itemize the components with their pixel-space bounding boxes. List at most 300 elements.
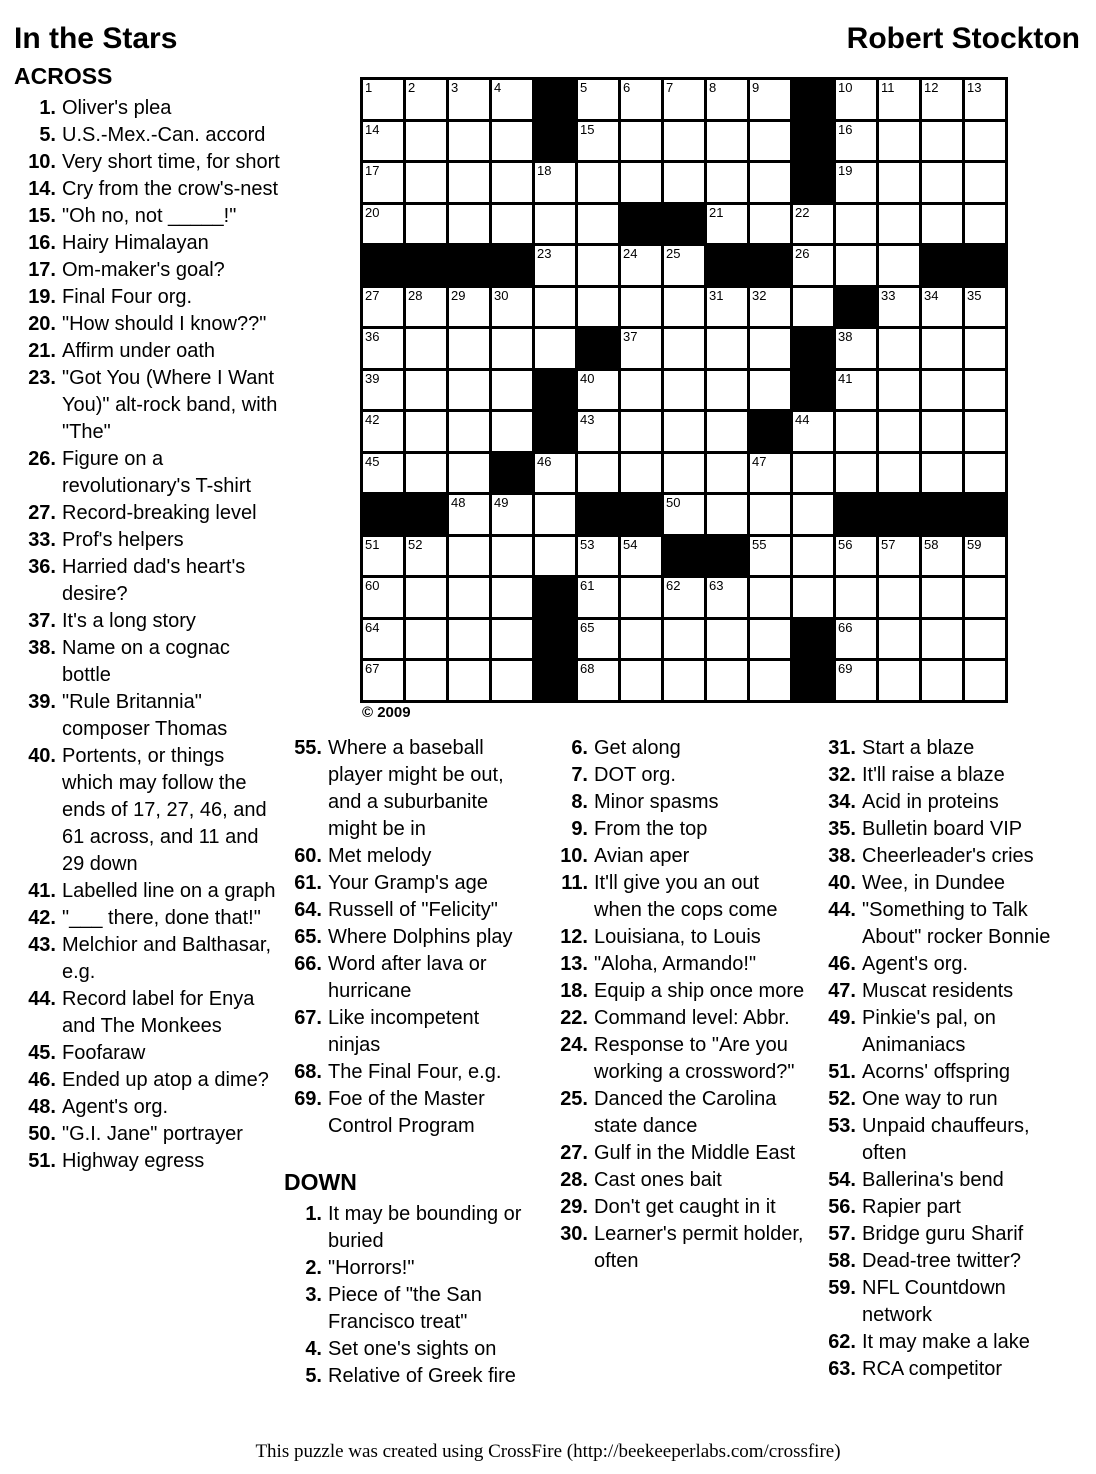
clue-text: Like incompetent ninjas — [328, 1007, 480, 1056]
grid-cell[interactable] — [621, 578, 661, 617]
grid-cell[interactable] — [965, 122, 1005, 161]
clue-number: 27. — [28, 502, 56, 524]
clue-number: 38. — [28, 637, 56, 659]
clue-text: Where Dolphins play — [328, 926, 513, 948]
grid-cell[interactable] — [492, 288, 532, 327]
grid-cell[interactable] — [836, 80, 876, 119]
grid-cell[interactable] — [793, 495, 833, 534]
grid-cell-number: 21 — [709, 204, 724, 220]
grid-cell[interactable] — [879, 412, 919, 451]
clue-number: 24. — [560, 1034, 588, 1056]
grid-cell[interactable] — [449, 122, 489, 161]
clue-item — [818, 1248, 1056, 1275]
grid-cell-number: 46 — [537, 453, 552, 469]
grid-cell[interactable] — [449, 288, 489, 327]
clue-item — [818, 735, 1056, 762]
grid-cell-black — [449, 246, 489, 285]
grid-cell[interactable] — [406, 80, 446, 119]
clue-number: 5. — [39, 124, 56, 146]
grid-cell[interactable] — [922, 620, 962, 659]
grid-cell[interactable] — [492, 578, 532, 617]
grid-cell[interactable] — [492, 620, 532, 659]
grid-cell[interactable] — [363, 288, 403, 327]
grid-cell[interactable] — [965, 454, 1005, 493]
clue-item — [14, 284, 280, 311]
grid-cell[interactable] — [879, 80, 919, 119]
grid-cell[interactable] — [449, 537, 489, 576]
grid-cell-number: 30 — [494, 287, 509, 303]
grid-cell-number: 39 — [365, 370, 380, 386]
grid-cell[interactable] — [879, 329, 919, 368]
grid-cell[interactable] — [879, 246, 919, 285]
clue-item — [284, 735, 532, 843]
grid-cell-number: 62 — [666, 578, 681, 593]
grid-cell-number: 15 — [580, 121, 595, 137]
clue-text: Cheerleader's cries — [862, 845, 1034, 867]
grid-cell[interactable] — [578, 205, 618, 244]
grid-cell[interactable] — [363, 371, 403, 410]
grid-cell[interactable] — [750, 454, 790, 493]
clue-text: Foofaraw — [62, 1042, 146, 1064]
down-header: DOWN — [284, 1169, 357, 1195]
clue-item — [284, 1282, 532, 1336]
grid-cell[interactable] — [965, 205, 1005, 244]
clue-number: 19. — [28, 286, 56, 308]
grid-cell[interactable] — [750, 122, 790, 161]
grid-cell[interactable] — [578, 122, 618, 161]
grid-cell[interactable] — [449, 80, 489, 119]
grid-cell-black — [578, 329, 618, 368]
grid-cell[interactable] — [406, 371, 446, 410]
grid-cell[interactable] — [621, 246, 661, 285]
grid-cell[interactable] — [406, 329, 446, 368]
grid-cell[interactable] — [965, 329, 1005, 368]
grid-cell[interactable] — [406, 122, 446, 161]
grid-cell[interactable] — [449, 661, 489, 700]
grid-cell[interactable] — [406, 163, 446, 202]
grid-cell[interactable] — [363, 80, 403, 119]
grid-cell[interactable] — [492, 163, 532, 202]
grid-cell[interactable] — [836, 620, 876, 659]
grid-cell-number: 52 — [408, 536, 423, 552]
clue-number: 9. — [571, 818, 588, 840]
grid-cell[interactable] — [750, 288, 790, 327]
clue-text: Piece of "the San Francisco treat" — [328, 1284, 482, 1333]
clue-number: 61. — [294, 872, 322, 894]
grid-cell[interactable] — [879, 578, 919, 617]
grid-cell[interactable] — [621, 122, 661, 161]
grid-cell[interactable] — [406, 412, 446, 451]
grid-cell-black — [535, 80, 575, 119]
grid-cell[interactable] — [965, 371, 1005, 410]
grid-cell[interactable] — [664, 578, 704, 617]
grid-cell[interactable] — [707, 371, 747, 410]
clue-text: Name on a cognac bottle — [62, 637, 230, 686]
grid-cell[interactable] — [965, 412, 1005, 451]
clue-number: 58. — [828, 1250, 856, 1272]
clue-number: 48. — [28, 1096, 56, 1118]
grid-cell[interactable] — [578, 163, 618, 202]
grid-cell-number: 61 — [580, 578, 595, 593]
clue-item — [550, 1167, 806, 1194]
grid-cell[interactable] — [578, 578, 618, 617]
grid-cell[interactable] — [363, 205, 403, 244]
grid-cell[interactable] — [363, 412, 403, 451]
grid-cell-number: 48 — [451, 495, 466, 510]
grid-cell[interactable] — [750, 578, 790, 617]
clue-number: 62. — [828, 1331, 856, 1353]
grid-cell[interactable] — [922, 661, 962, 700]
grid-cell[interactable] — [578, 288, 618, 327]
grid-cell-black — [535, 412, 575, 451]
grid-cell[interactable] — [836, 371, 876, 410]
grid-cell-number: 41 — [838, 370, 853, 386]
grid-cell[interactable] — [664, 163, 704, 202]
clue-number: 56. — [828, 1196, 856, 1218]
clue-text: Record-breaking level — [62, 502, 257, 524]
grid-cell[interactable] — [449, 163, 489, 202]
grid-cell[interactable] — [793, 205, 833, 244]
grid-cell[interactable] — [793, 412, 833, 451]
clue-text: Labelled line on a graph — [62, 880, 276, 902]
grid-cell[interactable] — [836, 578, 876, 617]
clue-text: Dead-tree twitter? — [862, 1250, 1021, 1272]
grid-cell[interactable] — [492, 80, 532, 119]
clue-item — [284, 1363, 532, 1390]
clue-number: 34. — [828, 791, 856, 813]
grid-cell[interactable] — [707, 495, 747, 534]
grid-cell[interactable] — [449, 329, 489, 368]
grid-cell[interactable] — [578, 537, 618, 576]
grid-cell[interactable] — [664, 246, 704, 285]
grid-cell[interactable] — [578, 620, 618, 659]
clue-item — [14, 554, 280, 608]
grid-cell[interactable] — [879, 288, 919, 327]
clue-text: Melchior and Balthasar, e.g. — [62, 934, 272, 983]
grid-cell[interactable] — [793, 288, 833, 327]
grid-cell[interactable] — [922, 80, 962, 119]
grid-cell[interactable] — [750, 661, 790, 700]
clue-number: 50. — [28, 1123, 56, 1145]
clue-number: 28. — [560, 1169, 588, 1191]
grid-cell[interactable] — [449, 412, 489, 451]
clue-text: Harried dad's heart's desire? — [62, 556, 246, 605]
grid-cell[interactable] — [922, 412, 962, 451]
grid-cell[interactable] — [707, 163, 747, 202]
clue-text: Bridge guru Sharif — [862, 1223, 1024, 1245]
grid-cell[interactable] — [664, 454, 704, 493]
clue-number: 67. — [294, 1007, 322, 1029]
clue-text: Bulletin board VIP — [862, 818, 1023, 840]
grid-cell[interactable] — [707, 122, 747, 161]
grid-cell[interactable] — [363, 537, 403, 576]
grid-cell[interactable] — [535, 246, 575, 285]
grid-cell[interactable] — [922, 537, 962, 576]
grid-cell[interactable] — [578, 412, 618, 451]
grid-cell[interactable] — [664, 80, 704, 119]
grid-cell[interactable] — [535, 537, 575, 576]
grid-cell-black — [621, 495, 661, 534]
grid-cell[interactable] — [535, 329, 575, 368]
across-clue-list-main — [14, 95, 280, 1175]
grid-cell[interactable] — [621, 454, 661, 493]
grid-cell[interactable] — [879, 205, 919, 244]
grid-cell[interactable] — [836, 329, 876, 368]
clue-item — [14, 257, 280, 284]
clue-item — [14, 527, 280, 554]
grid-cell[interactable] — [621, 661, 661, 700]
clue-item — [284, 1059, 532, 1086]
grid-cell-number: 27 — [365, 287, 380, 303]
clue-text: Cry from the crow's-nest — [62, 178, 279, 200]
grid-cell[interactable] — [965, 578, 1005, 617]
clue-item — [818, 843, 1056, 870]
grid-cell[interactable] — [836, 661, 876, 700]
clue-item — [818, 1113, 1056, 1167]
grid-cell-number: 12 — [924, 80, 939, 95]
grid-cell[interactable] — [793, 246, 833, 285]
grid-cell[interactable] — [836, 122, 876, 161]
grid-cell[interactable] — [965, 80, 1005, 119]
grid-cell[interactable] — [750, 329, 790, 368]
grid-cell[interactable] — [664, 288, 704, 327]
grid-cell[interactable] — [836, 454, 876, 493]
clue-text: "Got You (Where I Want You)" alt-rock band, with "The" — [62, 367, 278, 443]
grid-cell[interactable] — [664, 620, 704, 659]
grid-cell[interactable] — [922, 205, 962, 244]
grid-cell[interactable] — [578, 246, 618, 285]
clue-number: 4. — [305, 1338, 322, 1360]
grid-cell[interactable] — [449, 620, 489, 659]
grid-cell-black — [664, 537, 704, 576]
grid-cell[interactable] — [535, 288, 575, 327]
grid-cell[interactable] — [621, 163, 661, 202]
grid-cell[interactable] — [879, 163, 919, 202]
grid-cell[interactable] — [836, 246, 876, 285]
grid-cell[interactable] — [363, 329, 403, 368]
grid-cell[interactable] — [664, 661, 704, 700]
clue-item — [550, 951, 806, 978]
grid-cell[interactable] — [406, 454, 446, 493]
clue-item — [14, 230, 280, 257]
clue-item — [818, 1005, 1056, 1059]
grid-cell[interactable] — [836, 537, 876, 576]
clue-text: Your Gramp's age — [328, 872, 488, 894]
grid-cell[interactable] — [750, 495, 790, 534]
clue-number: 53. — [828, 1115, 856, 1137]
down-clue-list-3 — [818, 735, 1056, 1383]
grid-cell[interactable] — [922, 163, 962, 202]
grid-cell[interactable] — [621, 288, 661, 327]
grid-cell[interactable] — [363, 578, 403, 617]
grid-cell[interactable] — [492, 371, 532, 410]
grid-cell[interactable] — [492, 205, 532, 244]
grid-cell[interactable] — [406, 578, 446, 617]
clue-item — [818, 978, 1056, 1005]
grid-cell[interactable] — [406, 288, 446, 327]
grid-cell[interactable] — [406, 620, 446, 659]
grid-cell[interactable] — [922, 454, 962, 493]
clue-item — [14, 1067, 280, 1094]
clue-number: 6. — [571, 737, 588, 759]
clue-item — [284, 1005, 532, 1059]
clue-text: Met melody — [328, 845, 432, 867]
grid-cell[interactable] — [707, 454, 747, 493]
clue-item — [284, 924, 532, 951]
clue-text: Learner's permit holder, often — [594, 1223, 804, 1272]
grid-cell[interactable] — [449, 578, 489, 617]
grid-cell[interactable] — [449, 371, 489, 410]
grid-cell[interactable] — [578, 661, 618, 700]
grid-cell[interactable] — [621, 537, 661, 576]
grid-cell[interactable] — [707, 661, 747, 700]
grid-cell[interactable] — [664, 329, 704, 368]
clue-number: 21. — [28, 340, 56, 362]
grid-cell-black — [406, 246, 446, 285]
grid-cell[interactable] — [836, 205, 876, 244]
grid-cell[interactable] — [406, 205, 446, 244]
clue-text: "Oh no, not _____!" — [62, 205, 237, 227]
clue-text: Danced the Carolina state dance — [594, 1088, 777, 1137]
grid-cell[interactable] — [879, 122, 919, 161]
grid-cell[interactable] — [922, 288, 962, 327]
grid-cell[interactable] — [965, 620, 1005, 659]
clue-number: 60. — [294, 845, 322, 867]
grid-cell[interactable] — [750, 205, 790, 244]
grid-cell-black — [535, 661, 575, 700]
grid-cell[interactable] — [922, 329, 962, 368]
grid-cell[interactable] — [707, 620, 747, 659]
grid-cell[interactable] — [492, 661, 532, 700]
grid-cell[interactable] — [922, 578, 962, 617]
grid-cell-number: 3 — [451, 80, 459, 95]
grid-cell[interactable] — [621, 412, 661, 451]
grid-cell[interactable] — [707, 205, 747, 244]
clue-text: Ended up atop a dime? — [62, 1069, 269, 1091]
grid-cell[interactable] — [578, 454, 618, 493]
grid-cell[interactable] — [621, 620, 661, 659]
grid-cell[interactable] — [406, 661, 446, 700]
clue-number: 44. — [28, 988, 56, 1010]
grid-cell[interactable] — [449, 495, 489, 534]
grid-cell-black — [836, 288, 876, 327]
clue-number: 27. — [560, 1142, 588, 1164]
grid-cell[interactable] — [879, 661, 919, 700]
grid-cell[interactable] — [492, 412, 532, 451]
grid-cell-number: 59 — [967, 536, 982, 552]
grid-cell[interactable] — [879, 454, 919, 493]
grid-cell[interactable] — [707, 578, 747, 617]
clue-number: 49. — [828, 1007, 856, 1029]
clue-number: 14. — [28, 178, 56, 200]
grid-cell[interactable] — [793, 537, 833, 576]
clue-text: "Aloha, Armando!" — [594, 953, 757, 975]
grid-cell[interactable] — [492, 122, 532, 161]
grid-cell[interactable] — [922, 371, 962, 410]
grid-cell[interactable] — [750, 620, 790, 659]
grid-cell[interactable] — [664, 371, 704, 410]
grid-cell[interactable] — [965, 288, 1005, 327]
grid-cell[interactable] — [492, 329, 532, 368]
grid-cell[interactable] — [965, 163, 1005, 202]
grid-cell[interactable] — [449, 205, 489, 244]
grid-cell[interactable] — [664, 412, 704, 451]
grid-cell[interactable] — [363, 163, 403, 202]
grid-cell[interactable] — [707, 80, 747, 119]
clue-text: Oliver's plea — [62, 97, 172, 119]
grid-cell[interactable] — [965, 661, 1005, 700]
grid-cell[interactable] — [879, 371, 919, 410]
grid-cell[interactable] — [750, 163, 790, 202]
clue-item — [284, 1336, 532, 1363]
grid-cell[interactable] — [664, 122, 704, 161]
grid-cell[interactable] — [793, 578, 833, 617]
grid-cell[interactable] — [707, 329, 747, 368]
grid-cell[interactable] — [535, 495, 575, 534]
grid-cell[interactable] — [621, 329, 661, 368]
grid-cell[interactable] — [535, 454, 575, 493]
grid-cell[interactable] — [836, 163, 876, 202]
clue-text: "G.I. Jane" portrayer — [62, 1123, 243, 1145]
grid-cell[interactable] — [750, 80, 790, 119]
grid-cell-black — [750, 412, 790, 451]
down-clue-list-2 — [550, 735, 806, 1275]
grid-cell[interactable] — [449, 454, 489, 493]
grid-cell[interactable] — [621, 371, 661, 410]
grid-cell-black — [492, 246, 532, 285]
grid-cell[interactable] — [707, 412, 747, 451]
grid-cell[interactable] — [492, 495, 532, 534]
grid-cell[interactable] — [750, 537, 790, 576]
grid-cell[interactable] — [578, 371, 618, 410]
clue-text: Word after lava or hurricane — [328, 953, 487, 1002]
grid-cell[interactable] — [363, 620, 403, 659]
grid-cell[interactable] — [965, 537, 1005, 576]
clue-text: Ballerina's bend — [862, 1169, 1004, 1191]
grid-cell-number: 32 — [752, 287, 767, 303]
grid-cell[interactable] — [621, 80, 661, 119]
grid-cell[interactable] — [836, 412, 876, 451]
clue-item — [14, 95, 280, 122]
grid-cell[interactable] — [492, 537, 532, 576]
grid-cell-number: 24 — [623, 246, 638, 261]
grid-cell[interactable] — [406, 537, 446, 576]
grid-cell[interactable] — [363, 661, 403, 700]
grid-cell[interactable] — [535, 205, 575, 244]
grid-cell-black — [406, 495, 446, 534]
generator-credit: This puzzle was created using CrossFire (http://beekeeperlabs.com/crossfire) — [255, 1441, 841, 1462]
clue-number: 13. — [560, 953, 588, 975]
grid-cell[interactable] — [664, 495, 704, 534]
clue-item — [550, 735, 806, 762]
grid-cell[interactable] — [922, 122, 962, 161]
clue-text: It's a long story — [62, 610, 196, 632]
grid-cell[interactable] — [578, 80, 618, 119]
clue-text: Pinkie's pal, on Animaniacs — [862, 1007, 996, 1056]
grid-cell[interactable] — [707, 288, 747, 327]
grid-cell[interactable] — [793, 454, 833, 493]
grid-cell[interactable] — [879, 537, 919, 576]
clue-text: Response to "Are you working a crossword?" — [594, 1034, 795, 1083]
grid-cell[interactable] — [535, 163, 575, 202]
grid-cell[interactable] — [363, 122, 403, 161]
grid-cell-black — [965, 495, 1005, 534]
clue-number: 32. — [828, 764, 856, 786]
grid-cell[interactable] — [750, 371, 790, 410]
grid-cell-number: 64 — [365, 619, 380, 635]
grid-cell[interactable] — [363, 454, 403, 493]
grid-cell[interactable] — [879, 620, 919, 659]
